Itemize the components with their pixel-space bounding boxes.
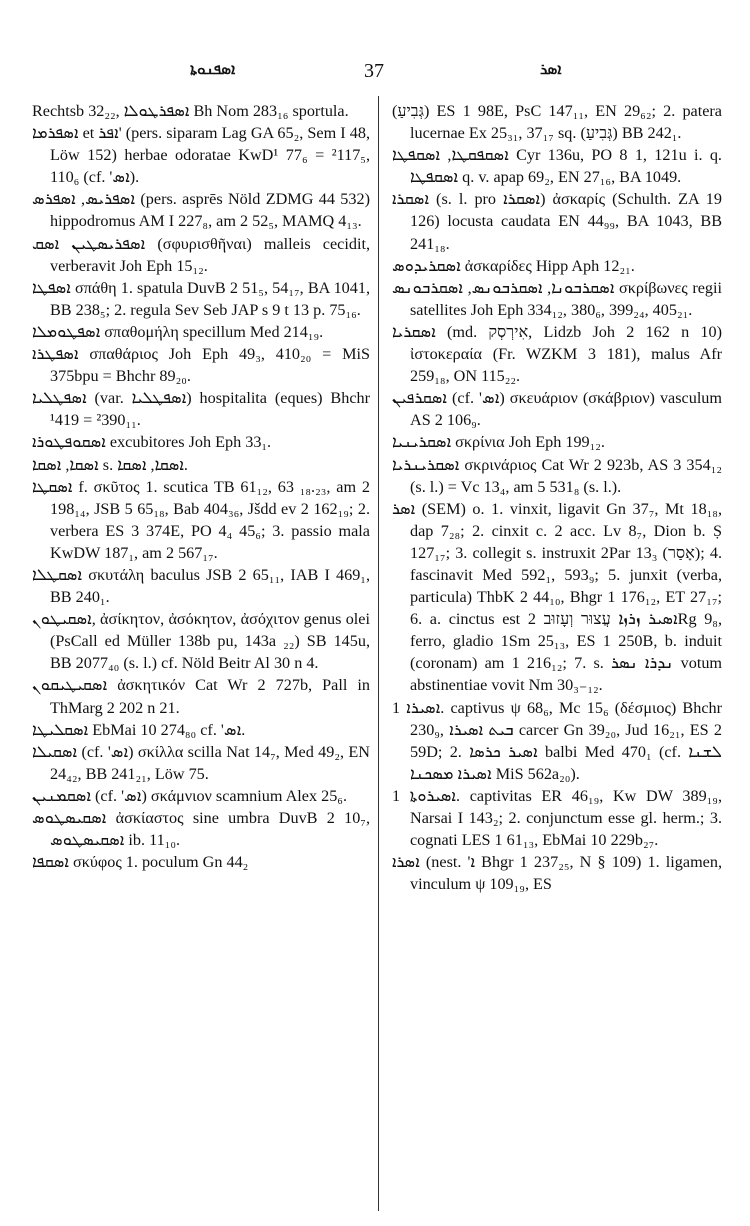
header-right-word: ܐܣܪ: [540, 60, 562, 78]
entry: ܐܣܪ (SEM) o. 1. vinxit, ligavit Gn 37₇, Mt 18₁₈, dap 7₂₈; 2. cinxit c. 2 acc. Lv 8₇, Dion b. Ṣ 127₁₇; 3. collegit s. instruxit 2Par 13₃ (אָסַר); 4. fascinavit Med 592₁, 593₉; 5. junxit (verba, particula) ThbK 2 44₁₀, Bhgr 1 176₁₂, ET 27₁₇; 6. a. cinctus est ܐܣܝܪ ܙܪܙܐ עֲצוּר וְעָזוּב 2Rg 9₈, ferro, gladio 1Sm 25₁₃, ES 1 250B, b. induit (coronam) am 1 216₁₂; 7. s. ܢܕܪܐ ܢܣܪ votum abstinentiae vovit Nm 30₃₋₁₂.: [392, 499, 722, 695]
entry: ܐܣܦܪܝܣ, ܐܣܦܪܣ (pers. asprēs Nöld ZDMG 44 532) hippodromus AM I 227₈, am 2 52₅, MAMQ 4₁₃.: [32, 190, 370, 231]
entry: ܐܣܝܪܐ 1. captivus ψ 68₆, Mc 15₆ (δέσμιος) Bhchr 230₉, ܒܝܬ ܐܣܝܪܐ carcer Gn 39₂₀, Jud 16₂₁, ES 2 59D; 2. ܐܣܝܪ ܟܪܣܐ balbi Med 470₁ (cf. ܠܫܢܐ ܐܣܝܪܐ ܡܣܟܢܐ MiS 562a₂₀).: [392, 698, 722, 783]
left-column: [32, 100, 370, 1210]
entry: ܐܣܩܐ, ܐܣܩܐ s. ܐܣܩܐ, ܐܣܩܐ.: [32, 455, 188, 474]
entry: ܐܣܩܦܐ σκύφος 1. poculum Gn 44₂: [32, 853, 249, 872]
header-left-word: ܐܣܦܢܘܬܐ: [190, 60, 236, 78]
entry: ܐܣܩܪܝܢܝܐ σκρίνια Joh Eph 199₁₂.: [392, 433, 605, 452]
right-column: [392, 100, 722, 1210]
entry: ܐܣܩܪܝܢܪܝܐ σκρινάριος Cat Wr 2 923b, AS 3 354₁₂ (s. l.) = Vc 13₄, am 5 531₈ (s. l.).: [392, 455, 722, 496]
entry: Rechtsb 32₂₂, ܐܣܦܪܛܘܠܐ Bh Nom 283₁₆ sportula.: [32, 102, 349, 120]
entry: ܐܣܩܪܐ (s. l. pro ܐܣܩܪܐ) ἀσκαρίς (Schulth. ZA 19 126) locusta caudata EN 44₉₉, BA 1043, BB 241₁₈.: [392, 190, 722, 253]
entry: ܐܣܦܛܠܝܐ (var. ܐܣܦܛܠܝܐ) hospitalita (eques) Bhchr ¹419 = ²390₁₁.: [32, 389, 370, 430]
entry: ܐܣܩܦܩܛܐ, ܐܣܩܦܛܐ Cyr 136u, PO 8 1, 121u i. q. ܐܣܩܦܛܐ q. v. apap 69₂, EN 27₁₆, BA 1049.: [392, 146, 722, 187]
entry: (גְּבִיעַ) ES 1 98E, PsC 147₁₁, EN 29₆₂; 2. patera lucernae Ex 25₃₁, 37₁₇ sq. (גְּבִיעַ) BB 242₁.: [392, 102, 722, 143]
entry: ܐܣܩܛܠܐ σκυτάλη baculus JSB 2 65₁₁, IAB I 469₁, BB 240₁.: [32, 565, 370, 607]
entry: ܐܣܦܛܘܡܠܐ σπαθομήλη specillum Med 214₁₉.: [32, 322, 324, 341]
running-head: [0, 60, 750, 82]
entry: ܐܣܩܪܝܐ (md. אִירְסְק, Lidzb Joh 2 162 n 10) ἰστοκεραία (Fr. WZKM 3 181), malus Afr 259₁₈, ON 115₂₂.: [392, 322, 722, 386]
column-divider: [378, 96, 379, 1211]
entry: ܐܣܦܛܐ σπάθη 1. spatula DuvB 2 51₅, 54₁₇, BA 1041, BB 238₅; 2. regula Sev Seb JAP s 9 t 13 p. 75₁₆.: [32, 278, 370, 319]
entry: ܐܣܩܪܦܝܢ (cf. 'ܐܣ) σκευάριον (σκάβριον) vasculum AS 2 106₉.: [392, 389, 722, 430]
entry: ܐܣܩܝܠܐ (cf. 'ܐܣ) σκίλλα scilla Nat 14₇, Med 49₂, EN 24₄₂, BB 241₂₁, Löw 75.: [32, 742, 370, 783]
entry: ܐܣܩܪܒܘܢܐ, ܐܣܩܪܒܘܢܣ, ܐܣܩܪܒܘܢܣ σκρίβωνες regii satellites Joh Eph 334₁₂, 380₆, 399₂₄, 405₂₁.: [392, 278, 722, 319]
entry: ܐܣܩܘܦܛܘܪܐ excubitores Joh Eph 33₁.: [32, 433, 272, 452]
entry: ܐܣܩܝܛܘܢ, ἀσίκητον, ἀσόκητον, ἀσόχιτον genus olei (PsCall ed Müller 138b pu, 143a ₂₂) SB 145u, BB 2077₄₀ (s. l.) cf. Nöld Beitr Al 30 n 4.: [32, 610, 370, 673]
page-number: 37: [364, 60, 384, 82]
entry: ܐܣܩܝܛܝܩܘܢ ἀσκητικόν Cat Wr 2 727b, Pall in ThMarg 2 202 n 21.: [32, 676, 370, 717]
entry: ܐܣܩܪܝܕܘܣ ἀσκαρίδες Hipp Aph 12₂₁.: [392, 256, 635, 275]
entry: ܐܣܩܛܐ f. σκῦτος 1. scutica TB 61₁₂, 63 ₁₈.₂₃, am 2 198₁₄, JSB 5 65₁₈, Bab 404₃₆, Jšdd ev 2 162₁₉; 2. verbera ES 3 374E, PO 4₄ 45₆; 3. passio mala KwDW 187₁, am 2 567₁₇.: [32, 477, 370, 562]
entry: ܐܣܦܪܝܣܛܝܢ ܐܣܩ (σφυρισθῆναι) malleis cecidit, verberavit Joh Eph 15₁₂.: [32, 234, 370, 275]
entry: ܐܣܦܛܪܐ σπαθάριος Joh Eph 49₃, 410₂₀ = MiS 375bpu = Bhchr 89₂₀.: [32, 345, 370, 386]
entry: ܐܣܪܐ (nest. 'ܐ Bhgr 1 237₂₅, N § 109) 1. ligamen, vinculum ψ 109₁₉, ES: [392, 853, 722, 894]
entry: ܐܣܦܪܡܐ et ܐܦܪ' (pers. siparam Lag GA 65₂, Sem I 48, Löw 152) herbae odoratae KwD¹ 77₆ = ²117₅, 110₆ (cf. 'ܐܣ).: [32, 124, 370, 187]
entry: ܐܣܩܠܝܛܐ EbMai 10 274₈₀ cf. 'ܐܣ.: [32, 720, 246, 739]
entry: ܐܣܩܝܣܛܘܣ ἀσκίαστος sine umbra DuvB 2 10₇, ܐܣܩܝܣܛܘܣ ib. 11₁₀.: [32, 809, 370, 850]
entry: ܐܣܝܪܘܬܐ 1. captivitas ER 46₁₉, Kw DW 389₁₉, Narsai I 143₂; 2. conjunctum esse gl. herm.; 3. cognati LES 1 61₁₃, EbMai 10 229b₂₇.: [392, 786, 722, 850]
entry: ܐܣܩܡܢܝܢ (cf. 'ܐܣ) σκάμνιον scamnium Alex 25₆.: [32, 786, 347, 805]
